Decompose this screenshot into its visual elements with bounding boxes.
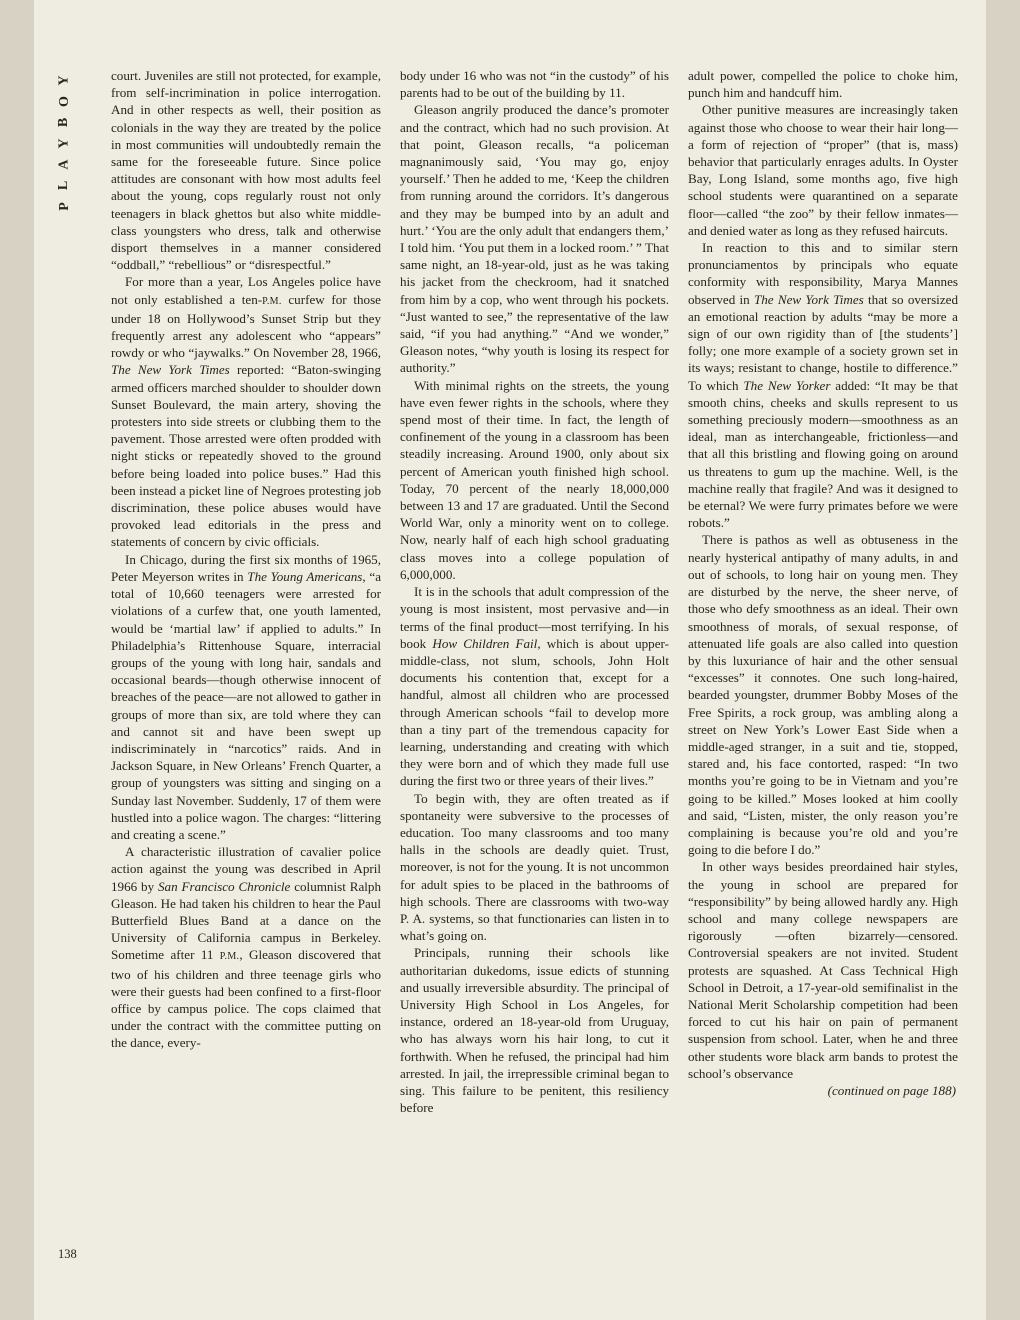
text-run: columnist Ralph Gleason. He had taken his children to hear the Paul Butterfield Blues Band at a dance on the University of California campus in Berkeley. Sometime after 11 xyxy=(111,878,381,963)
continued-on-note: (continued on page 188) xyxy=(827,1082,956,1098)
masthead-letter: O xyxy=(56,96,72,107)
paragraph xyxy=(400,67,669,101)
text-run: which is about upper-middle-class, not slum, schools, John Holt documents his contention that, except for a handful, almost all children who are processed through American schools “fail to develop more than a tiny part of the tremendous capacity for learning, understanding and creating with which they were born and of which they made full use during the first two or three years of their lives.” xyxy=(400,635,669,789)
text-run: With minimal rights on the streets, the young have even fewer rights in the schools, where they spend most of their time. In fact, the length of confinement of the young in a classroom has been steadily increasing. Around 1900, only about six percent of American youth finished high school. Today, 70 percent of the nearly 18,000,000 between 13 and 17 are graduated. Until the Second World War, only a minority went on to college. Now, nearly half of each high school graduating class moves into a college population of 6,000,000. xyxy=(400,377,669,582)
text-run: reported: “Baton-swinging armed officers marched shoulder to shoulder down Sunset Boulevard, the main artery, shoving the protesters into side streets or clubbing them to the pavement. Those arrested were often prodded with night sticks or repeatedly shoved to the ground before being loaded into police buses.” Had this been instead a picket line of Negroes protesting job discrimination, these police abuses would have provoked lead editorials in the press and statements of concern by civic officials. xyxy=(111,362,381,550)
paragraph xyxy=(688,239,958,531)
masthead-letter: Y xyxy=(56,75,72,86)
text-run: curfew for those under 18 on Hollywood’s Sunset Strip but they frequently arrest any adolescent who “appears” rowdy or who “jaywalks.” On November 28, 1966, xyxy=(111,291,381,361)
paragraph xyxy=(688,858,958,1082)
text-column-2 xyxy=(400,67,669,1116)
masthead-letter: B xyxy=(56,117,72,128)
text-run: court. Juveniles are still not protected, for example, from self-incrimination in police interrogation. And in other respects as well, their position as colonials in the way they are treated by the police in most communities will undoubtedly remain the same for the foreseeable future. Since police attitudes are consonant with how most adults feel about the young, cops regularly roust not only teenagers in black ghettos but also white middle-class youngsters who dress, talk and otherwise disport themselves in a manner considered “oddball,” “rebellious” or “disrespectful.” xyxy=(111,68,381,273)
text-run: A characteristic illustration of cavalier police action against the young was described in April 1966 by xyxy=(111,844,381,894)
text-run: To begin with, they are often treated as if spontaneity were subversive to the processes of education. Too many classrooms and too many halls in the schools are deadly quiet. Trust, moreover, is not for the young. It is not uncommon for adult spies to be placed in the bathrooms of high schools. There are classrooms with two-way P. A. systems, so that functionaries can listen in to what’s going on. xyxy=(400,790,669,944)
paragraph xyxy=(400,583,669,789)
paragraph xyxy=(400,377,669,583)
page-number: 138 xyxy=(58,1247,77,1261)
publication-title: San Francisco Chronicle xyxy=(158,878,291,894)
publication-title: The New York Times xyxy=(753,291,864,307)
masthead-letter: L xyxy=(56,180,72,191)
paragraph xyxy=(688,531,958,858)
time-abbreviation: P.M. xyxy=(262,295,282,307)
text-run: In other ways besides preordained hair styles, the young in school are prepared for “responsibility” by being allowed hardly any. High school and many college newspapers are rigorously —often bizarrely—censored. Controversial speakers are not invited. Student protests are squashed. At Cass Technical High School in Detroit, a 17-year-old semifinalist in the National Merit Scholarship competition had been forced to cut his hair on pain of permanent suspension from school. Later, when he and three other students wore black arm bands to protest the school’s observance xyxy=(688,859,958,1081)
paragraph xyxy=(111,843,381,1051)
text-run: that so oversized an emotional reaction by adults “may be more a sign of our own rigidity than of [the students’] folly; one more example of a society grown set in its ways; resistant to change, hostile to difference.” To which xyxy=(688,291,958,393)
masthead-letter: P xyxy=(56,202,72,211)
text-run: , Gleason discovered that two of his children and three teenage girls who were their guests had been confined to a first-floor office by campus police. The cops claimed that under the contract with the committee putting on the dance, every- xyxy=(111,947,381,1051)
text-run: Other punitive measures are increasingly taken against those who choose to wear their hair long—a form of rejection of “proper” (that is, mass) behavior that particularly enrages adults. In Oyster Bay, Long Island, some months ago, five high school students were quarantined on a separate floor—called “the zoo” by their fellow inmates—and denied water as long as they refused haircuts. xyxy=(688,102,958,238)
text-column-1 xyxy=(111,67,381,1052)
text-column-3 xyxy=(688,67,958,1099)
text-run: Gleason angrily produced the dance’s promoter and the contract, which had no such provision. At that point, Gleason recalls, “a policeman magnanimously said, ‘You may go, enjoy yourself.’ Then he added to me, ‘Keep the children from running around the corridors. It’s dangerous and they may be bumped into by an adult and hurt.’ ‘You are the only adult that endangers them,’ I told him. ‘You put them in a locked room.’ ” That same night, an 18-year-old, just as he was taking his jacket from the checkroom, had it snatched from him by a cop, who went through his pockets. “Just wanted to see,” the representative of the law said, “if you had anything.” “And we wonder,” Gleason notes, “why youth is losing its respect for authority.” xyxy=(400,102,669,376)
paragraph xyxy=(400,101,669,376)
paragraph xyxy=(111,551,381,843)
magazine-page xyxy=(34,0,986,1320)
text-run: In Chicago, during the first six months of 1965, Peter Meyerson writes in xyxy=(111,551,381,584)
masthead-letter: Y xyxy=(56,138,72,149)
text-run: For more than a year, Los Angeles police have not only established a ten- xyxy=(111,274,381,307)
text-run: It is in the schools that adult compression of the young is most insistent, most pervasive and—in terms of the final product—most terrifying. In his book xyxy=(400,584,669,651)
paragraph xyxy=(111,273,381,550)
publication-title: How Children Fail, xyxy=(432,635,541,651)
paragraph xyxy=(111,67,381,273)
paragraph xyxy=(400,944,669,1116)
text-run: added: “It may be that smooth chins, cheeks and skulls represent to us something preciously modern—smoothness as an ideal, man as interchangeable, frictionless—and that all this bristling and flowing going on around us threatens to gum up the machine. Well, is the machine really that fragile? And was it designed to be eternal? We were furry primates before we were robots.” xyxy=(688,377,958,531)
masthead-letter: A xyxy=(56,159,72,170)
paragraph xyxy=(688,67,958,101)
text-run: Principals, running their schools like authoritarian dukedoms, issue edicts of stunning and usually irreversible absurdity. The principal of University High School in Los Angeles, for instance, ordered an 18-year-old from Uruguay, who has always worn his hair long, to cut it forthwith. When he refused, the principal had him arrested. In jail, the irrepressible criminal began to sing. This failure to be penitent, this resiliency before xyxy=(400,945,669,1116)
playboy-masthead xyxy=(54,70,74,217)
text-run: body under 16 who was not “in the custody” of his parents had to be out of the building by 11. xyxy=(400,68,669,101)
publication-title: The New Yorker xyxy=(743,377,831,393)
text-run: There is pathos as well as obtuseness in the nearly hysterical antipathy of many adults, in and out of schools, to long hair on young men. They are disturbed by the nerve, the sheer nerve, of those who defy smoothness as an ideal. Their own smoothness of morals, of sexual response, of attenuated life goals are also called into question by this luxuriance of hair and the other sensual “excesses” it connotes. One such long-haired, bearded youngster, drummer Bobby Moses of the Free Spirits, a rock group, was ambling along a street on New York’s Lower East Side when a middle-aged stranger, in a suit and tie, stopped, stared and, his face contorted, rasped: “In two months you’re going to be in Vietnam and you’re going to be killed.” Moses looked at him coolly and said, “Listen, mister, the only reason you’re complaining is because you’re old and you’re going to die before I do.” xyxy=(688,532,958,858)
text-run: “a total of 10,660 teenagers were arrested for violations of a curfew that, one youth lamented, would be ‘martial law’ if applied to adults.” In Philadelphia’s Rittenhouse Square, interracial groups of the young with long hair, sandals and occasional beards—though otherwise innocent of breaches of the peace—are not allowed to gather in groups of more than six, are told where they can and cannot sit and have been swept up indiscriminately in “narcotics” raids. And in Jackson Square, in New Orleans’ French Quarter, a group of youngsters was sitting and singing on a Sunday last November. Suddenly, 17 of them were hustled into a police wagon. The charges: “littering and creating a scene.” xyxy=(111,568,382,842)
publication-title: The Young Americans, xyxy=(247,568,366,584)
paragraph xyxy=(400,790,669,945)
time-abbreviation: P.M. xyxy=(219,951,240,963)
text-run: adult power, compelled the police to choke him, punch him and handcuff him. xyxy=(688,68,958,101)
publication-title: The New York Times xyxy=(111,362,230,378)
text-run: In reaction to this and to similar stern pronunciamentos by principals who equate conformity with responsibility, Marya Mannes observed in xyxy=(688,240,958,307)
paragraph xyxy=(688,101,958,239)
